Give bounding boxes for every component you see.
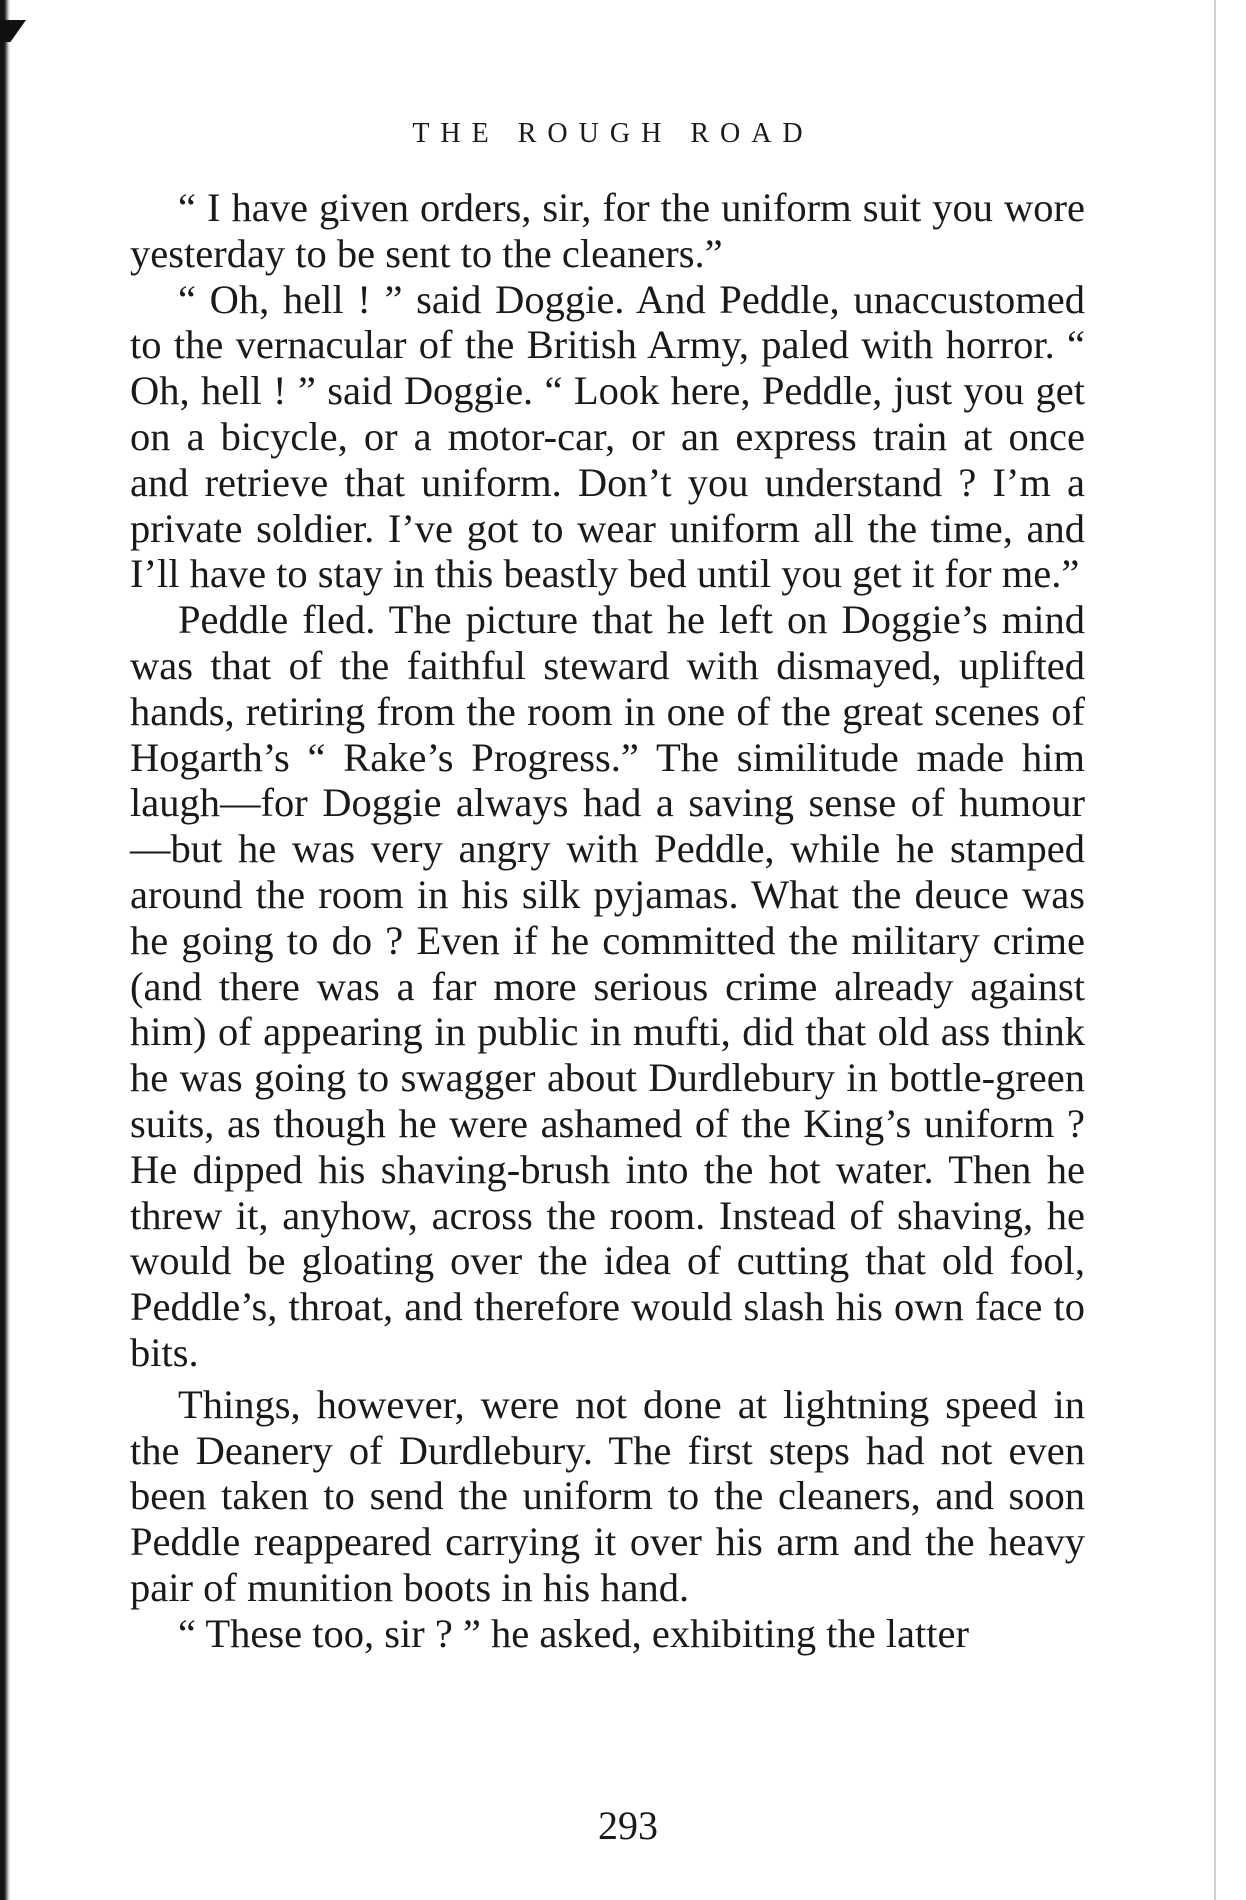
binding-edge xyxy=(0,0,10,1900)
paragraph: Peddle fled. The picture that he left on Doggie’s mind was that of the faithful steward with dismayed, uplifted hands, retiring from the room in one of the great scenes of Hogarth’s “ Rake’s Progress.” The similitude made him laugh—for Doggie always had a saving sense of humour—but he was very angry with Peddle, while he stamped around the room in his silk pyjamas. What the deuce was he going to do ? Even if he committed the military crime (and there was a far more serious crime already against him) of appearing in public in mufti, did that old ass think he was going to swagger about Durdlebury in bottle-green suits, as though he were ashamed of the King’s uniform ? He dipped his shaving-brush into the hot water. Then he threw it, anyhow, across the room. Instead of shaving, he would be gloating over the idea of cutting that old fool, Peddle’s, throat, and therefore would slash his own face to bits. xyxy=(130,597,1085,1375)
running-head: THE ROUGH ROAD xyxy=(412,118,814,149)
paragraph: “ Oh, hell ! ” said Doggie. And Peddle, unaccustomed to the vernacular of the British Army, paled with horror. “ Oh, hell ! ” said Doggie. “ Look here, Peddle, just you get on a bicycle, or a motor-car, or an express train at once and retrieve that uniform. Don’t you understand ? I’m a private soldier. I’ve got to wear uniform all the time, and I’ll have to stay in this beastly bed until you get it for me.” xyxy=(130,276,1085,597)
body-text xyxy=(130,185,1085,1657)
paragraph: “ These too, sir ? ” he asked, exhibiting the latter xyxy=(178,1610,969,1656)
page-number: 293 xyxy=(598,1803,658,1848)
paragraph: “ I have given orders, sir, for the uniform suit you wore yesterday to be sent to the cleaners.” xyxy=(130,185,1085,276)
paragraph: Things, however, were not done at lightning speed in the Deanery of Durdlebury. The first steps had not even been taken to send the uniform to the cleaners, and soon Peddle reappeared carrying it over his arm and the heavy pair of munition boots in his hand. xyxy=(130,1381,1085,1610)
page-right-edge xyxy=(1214,0,1216,1900)
binding-notch xyxy=(0,20,26,42)
